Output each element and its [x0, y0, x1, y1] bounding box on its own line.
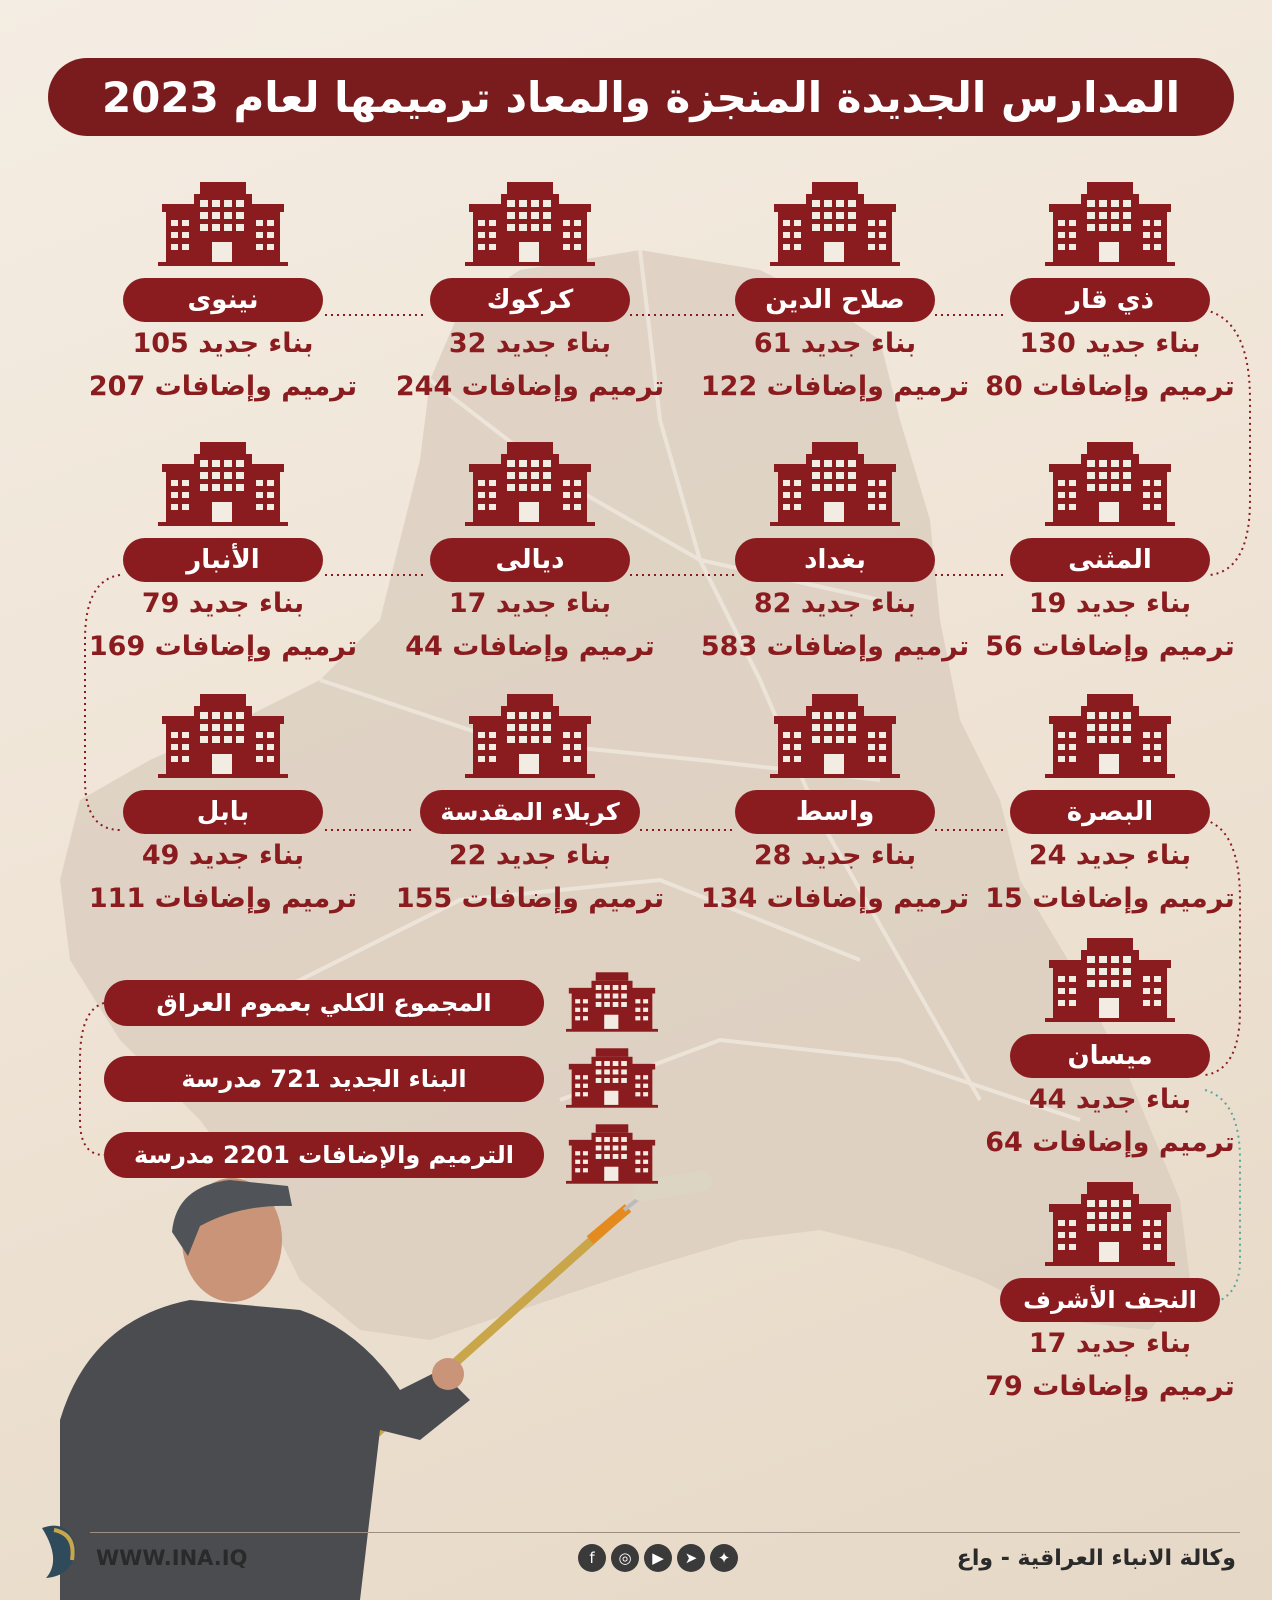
- renovation-count-line: ترميم وإضافات 80: [985, 371, 1235, 402]
- renovation-count-line: ترميم وإضافات 15: [985, 883, 1235, 914]
- school-building-icon: [158, 182, 288, 266]
- province-name: المثنى: [1010, 538, 1210, 582]
- new-count-line: بناء جديد 17: [448, 588, 612, 619]
- twitter-icon[interactable]: ✦: [710, 1544, 738, 1572]
- school-building-icon: [566, 1124, 658, 1184]
- new-count-line: بناء جديد 79: [141, 588, 305, 619]
- province-name: بابل: [123, 790, 323, 834]
- renovation-count-line: ترميم وإضافات 122: [700, 371, 970, 402]
- school-building-icon: [1045, 442, 1175, 526]
- renovation-count-line: ترميم وإضافات 56: [985, 631, 1235, 662]
- school-building-icon: [1045, 1182, 1175, 1266]
- renovation-count-line: ترميم وإضافات 111: [88, 883, 358, 914]
- instagram-icon[interactable]: ◎: [611, 1544, 639, 1572]
- province-name: صلاح الدين: [735, 278, 935, 322]
- province-card-anbar: [88, 442, 358, 668]
- school-building-icon: [465, 694, 595, 778]
- school-building-icon: [465, 442, 595, 526]
- school-building-icon: [770, 442, 900, 526]
- school-building-icon: [566, 972, 658, 1032]
- province-card-najaf: [975, 1182, 1245, 1408]
- province-card-muthanna: [975, 442, 1245, 668]
- province-card-diyala: [395, 442, 665, 668]
- school-building-icon: [770, 182, 900, 266]
- youtube-icon[interactable]: ▶: [644, 1544, 672, 1572]
- renovation-count-line: ترميم وإضافات 134: [700, 883, 970, 914]
- school-building-icon: [1045, 938, 1175, 1022]
- province-card-nineveh: [88, 182, 358, 408]
- new-count-line: بناء جديد 130: [1019, 328, 1201, 359]
- renovation-count-line: ترميم وإضافات 155: [395, 883, 665, 914]
- province-name: البصرة: [1010, 790, 1210, 834]
- new-count-line: بناء جديد 49: [141, 840, 305, 871]
- province-card-babylon: [88, 694, 358, 920]
- province-name: الأنبار: [123, 538, 323, 582]
- province-name: بغداد: [735, 538, 935, 582]
- ina-logo: [32, 1520, 88, 1584]
- renovation-count-line: ترميم وإضافات 244: [395, 371, 665, 402]
- province-name: كركوك: [430, 278, 630, 322]
- province-name: النجف الأشرف: [1000, 1278, 1220, 1322]
- telegram-icon[interactable]: ➤: [677, 1544, 705, 1572]
- totals-heading: المجموع الكلي بعموم العراق: [104, 980, 544, 1026]
- province-card-karbala: [395, 694, 665, 920]
- province-name: ميسان: [1010, 1034, 1210, 1078]
- new-count-line: بناء جديد 82: [753, 588, 917, 619]
- new-count-line: بناء جديد 105: [132, 328, 314, 359]
- new-count-line: بناء جديد 32: [448, 328, 612, 359]
- facebook-icon[interactable]: f: [578, 1544, 606, 1572]
- province-card-dhi-qar: [975, 182, 1245, 408]
- agency-name: وكالة الانباء العراقية - واع: [956, 1546, 1236, 1571]
- new-count-line: بناء جديد 22: [448, 840, 612, 871]
- province-card-maysan: [975, 938, 1245, 1164]
- website-link[interactable]: WWW.INA.IQ: [96, 1546, 248, 1570]
- school-building-icon: [158, 442, 288, 526]
- province-name: ديالى: [430, 538, 630, 582]
- renovation-count-line: ترميم وإضافات 169: [88, 631, 358, 662]
- new-count-line: بناء جديد 28: [753, 840, 917, 871]
- renovation-count-line: ترميم وإضافات 79: [985, 1371, 1235, 1402]
- new-count-line: بناء جديد 61: [753, 328, 917, 359]
- page-title: المدارس الجديدة المنجزة والمعاد ترميمها لعام 2023: [48, 58, 1234, 136]
- renovation-count-line: ترميم وإضافات 44: [405, 631, 655, 662]
- renovation-count-line: ترميم وإضافات 583: [700, 631, 970, 662]
- renovation-count-line: ترميم وإضافات 207: [88, 371, 358, 402]
- school-building-icon: [566, 1048, 658, 1108]
- province-name: ذي قار: [1010, 278, 1210, 322]
- school-building-icon: [158, 694, 288, 778]
- province-card-baghdad: [700, 442, 970, 668]
- new-count-line: بناء جديد 17: [1028, 1328, 1192, 1359]
- school-building-icon: [770, 694, 900, 778]
- province-name: نينوى: [123, 278, 323, 322]
- school-building-icon: [1045, 694, 1175, 778]
- renovation-count-line: ترميم وإضافات 64: [985, 1127, 1235, 1158]
- province-name: كربلاء المقدسة: [420, 790, 640, 834]
- province-card-wasit: [700, 694, 970, 920]
- school-building-icon: [465, 182, 595, 266]
- footer-divider: [90, 1532, 1240, 1533]
- new-count-line: بناء جديد 44: [1028, 1084, 1192, 1115]
- school-building-icon: [1045, 182, 1175, 266]
- new-count-line: بناء جديد 24: [1028, 840, 1192, 871]
- new-count-line: بناء جديد 19: [1028, 588, 1192, 619]
- new-total: البناء الجديد 721 مدرسة: [104, 1056, 544, 1102]
- renovation-total: الترميم والإضافات 2201 مدرسة: [104, 1132, 544, 1178]
- province-card-salah-al-din: [700, 182, 970, 408]
- province-name: واسط: [735, 790, 935, 834]
- province-card-basra: [975, 694, 1245, 920]
- province-card-kirkuk: [395, 182, 665, 408]
- social-icons: [578, 1544, 738, 1572]
